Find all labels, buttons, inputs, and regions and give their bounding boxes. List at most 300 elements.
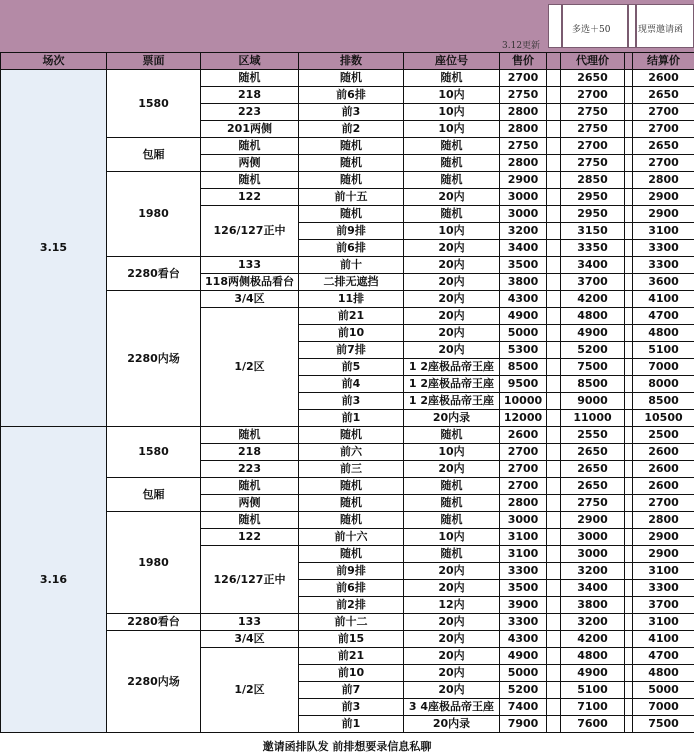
row-cell: 前十五 [299, 189, 404, 206]
seat-cell: 20内 [404, 189, 500, 206]
settle-price-cell: 2800 [633, 512, 694, 529]
agent-price-cell: 2750 [561, 155, 625, 172]
spacer-cell [547, 461, 561, 478]
seat-cell: 20内 [404, 580, 500, 597]
zone-cell: 122 [201, 189, 299, 206]
settle-price-cell: 2600 [633, 70, 694, 87]
header-row [1, 53, 694, 70]
spacer-cell [547, 699, 561, 716]
sale-price-cell: 2600 [500, 427, 547, 444]
sale-price-cell: 4900 [500, 308, 547, 325]
spacer-cell [547, 478, 561, 495]
sale-price-cell: 3400 [500, 240, 547, 257]
seat-cell: 20内 [404, 274, 500, 291]
agent-price-cell: 3200 [561, 563, 625, 580]
zone-cell: 126/127正中 [201, 546, 299, 614]
row-cell: 前15 [299, 631, 404, 648]
zone-cell: 218 [201, 87, 299, 104]
seat-cell: 10内 [404, 121, 500, 138]
spacer-cell [547, 410, 561, 427]
zone-cell: 随机 [201, 172, 299, 189]
spacer-cell [547, 614, 561, 631]
row-cell: 前6排 [299, 580, 404, 597]
spacer-cell [625, 614, 633, 631]
sale-price-cell: 9500 [500, 376, 547, 393]
face-value-cell: 2280看台 [107, 257, 201, 291]
sale-price-cell: 12000 [500, 410, 547, 427]
sale-price-cell: 3800 [500, 274, 547, 291]
spacer-cell [547, 648, 561, 665]
spacer-cell [547, 580, 561, 597]
settle-price-cell: 2700 [633, 155, 694, 172]
sale-price-cell: 7900 [500, 716, 547, 733]
spacer-cell [547, 393, 561, 410]
agent-price-cell: 4800 [561, 308, 625, 325]
agent-price-cell: 2750 [561, 495, 625, 512]
seat-cell: 随机 [404, 206, 500, 223]
header-spacer-cell [625, 53, 633, 70]
face-value-cell: 包厢 [107, 478, 201, 512]
seat-cell: 20内 [404, 325, 500, 342]
zone-cell: 218 [201, 444, 299, 461]
agent-price-cell: 3800 [561, 597, 625, 614]
row-cell: 前十 [299, 257, 404, 274]
row-cell: 前1 [299, 716, 404, 733]
sale-price-cell: 2800 [500, 155, 547, 172]
seat-cell: 20内 [404, 308, 500, 325]
sale-price-cell: 5200 [500, 682, 547, 699]
settle-price-cell: 2600 [633, 478, 694, 495]
table-body [1, 53, 694, 733]
spacer-cell [625, 172, 633, 189]
row-cell: 前3 [299, 104, 404, 121]
seat-cell: 20内 [404, 342, 500, 359]
row-cell: 前2排 [299, 597, 404, 614]
spacer-cell [625, 410, 633, 427]
header-cell: 结算价 [633, 53, 694, 70]
seat-cell: 10内 [404, 104, 500, 121]
invite-note: 现票邀请函 [638, 25, 684, 35]
agent-price-cell: 2850 [561, 172, 625, 189]
zone-cell: 122 [201, 529, 299, 546]
spacer-cell [625, 70, 633, 87]
spacer-cell [625, 308, 633, 325]
agent-price-cell: 2950 [561, 206, 625, 223]
sale-price-cell: 3000 [500, 512, 547, 529]
settle-price-cell: 3100 [633, 563, 694, 580]
sale-price-cell: 2750 [500, 138, 547, 155]
zone-cell: 223 [201, 104, 299, 121]
seat-cell: 20内录 [404, 410, 500, 427]
row-cell: 随机 [299, 172, 404, 189]
spacer-cell [625, 223, 633, 240]
spacer-cell [625, 563, 633, 580]
row-cell: 随机 [299, 155, 404, 172]
zone-cell: 随机 [201, 427, 299, 444]
spacer-cell [625, 257, 633, 274]
seat-cell: 随机 [404, 70, 500, 87]
agent-price-cell: 3400 [561, 580, 625, 597]
header-cell: 座位号 [404, 53, 500, 70]
sale-price-cell: 3000 [500, 206, 547, 223]
spacer-cell [625, 444, 633, 461]
spacer-cell [625, 291, 633, 308]
spacer-cell [625, 274, 633, 291]
seat-cell: 12内 [404, 597, 500, 614]
settle-price-cell: 3100 [633, 614, 694, 631]
spacer-cell [547, 274, 561, 291]
sale-price-cell: 8500 [500, 359, 547, 376]
spacer-cell [547, 206, 561, 223]
zone-cell: 201两侧 [201, 121, 299, 138]
agent-price-cell: 2650 [561, 70, 625, 87]
sale-price-cell: 2750 [500, 87, 547, 104]
settle-price-cell: 10500 [633, 410, 694, 427]
spacer-cell [625, 648, 633, 665]
seat-cell: 20内 [404, 257, 500, 274]
agent-price-cell: 4800 [561, 648, 625, 665]
settle-price-cell: 2900 [633, 529, 694, 546]
row-cell: 前4 [299, 376, 404, 393]
row-cell: 前十六 [299, 529, 404, 546]
spacer-cell [625, 512, 633, 529]
settle-price-cell: 2900 [633, 189, 694, 206]
zone-cell: 两侧 [201, 155, 299, 172]
settle-price-cell: 2500 [633, 427, 694, 444]
spacer-cell [547, 665, 561, 682]
agent-price-cell: 2650 [561, 478, 625, 495]
zone-cell: 随机 [201, 70, 299, 87]
seat-cell: 3 4座极品帝王座 [404, 699, 500, 716]
settle-price-cell: 2600 [633, 461, 694, 478]
settle-price-cell: 7500 [633, 716, 694, 733]
settle-price-cell: 2700 [633, 495, 694, 512]
spacer-cell [547, 172, 561, 189]
banner-blank-cell [548, 4, 562, 48]
agent-price-cell: 3150 [561, 223, 625, 240]
zone-cell: 133 [201, 257, 299, 274]
seat-cell: 20内 [404, 563, 500, 580]
row-cell: 11排 [299, 291, 404, 308]
settle-price-cell: 2600 [633, 444, 694, 461]
zone-cell: 随机 [201, 478, 299, 495]
spacer-cell [625, 716, 633, 733]
agent-price-cell: 5100 [561, 682, 625, 699]
ticket-table [0, 52, 694, 733]
row-cell: 二排无遮挡 [299, 274, 404, 291]
zone-cell: 126/127正中 [201, 206, 299, 257]
spacer-cell [547, 308, 561, 325]
agent-price-cell: 7500 [561, 359, 625, 376]
spacer-cell [547, 682, 561, 699]
row-cell: 前6排 [299, 87, 404, 104]
spacer-cell [547, 104, 561, 121]
header-cell: 区域 [201, 53, 299, 70]
header-cell: 代理价 [561, 53, 625, 70]
zone-cell: 两侧 [201, 495, 299, 512]
row-cell: 前10 [299, 325, 404, 342]
zone-cell: 随机 [201, 512, 299, 529]
seat-cell: 20内 [404, 461, 500, 478]
seat-cell: 10内 [404, 444, 500, 461]
agent-price-cell: 7600 [561, 716, 625, 733]
settle-price-cell: 4700 [633, 648, 694, 665]
zone-cell: 3/4区 [201, 291, 299, 308]
spacer-cell [625, 104, 633, 121]
row-cell: 前10 [299, 665, 404, 682]
settle-price-cell: 2650 [633, 87, 694, 104]
settle-price-cell: 3300 [633, 580, 694, 597]
spacer-cell [625, 597, 633, 614]
agent-price-cell: 3350 [561, 240, 625, 257]
spacer-cell [625, 206, 633, 223]
header-cell: 排数 [299, 53, 404, 70]
agent-price-cell: 2650 [561, 461, 625, 478]
spacer-cell [625, 529, 633, 546]
sale-price-cell: 3300 [500, 563, 547, 580]
spacer-cell [625, 461, 633, 478]
row-cell: 前十二 [299, 614, 404, 631]
spacer-cell [547, 87, 561, 104]
row-cell: 前六 [299, 444, 404, 461]
spacer-cell [625, 87, 633, 104]
ticket-price-table [0, 52, 694, 733]
seat-cell: 随机 [404, 478, 500, 495]
sale-price-cell: 3500 [500, 257, 547, 274]
row-cell: 随机 [299, 206, 404, 223]
row-cell: 前2 [299, 121, 404, 138]
agent-price-cell: 4900 [561, 665, 625, 682]
sale-price-cell: 2800 [500, 121, 547, 138]
sale-price-cell: 5000 [500, 665, 547, 682]
row-cell: 前3 [299, 393, 404, 410]
row-cell: 随机 [299, 427, 404, 444]
spacer-cell [547, 529, 561, 546]
zone-cell: 1/2区 [201, 648, 299, 733]
spacer-cell [625, 699, 633, 716]
banner-blank-cell [628, 4, 636, 48]
agent-price-cell: 2950 [561, 189, 625, 206]
row-cell: 随机 [299, 546, 404, 563]
settle-price-cell: 2650 [633, 138, 694, 155]
settle-price-cell: 8500 [633, 393, 694, 410]
row-cell: 前21 [299, 308, 404, 325]
agent-price-cell: 4200 [561, 631, 625, 648]
sale-price-cell: 3900 [500, 597, 547, 614]
agent-price-cell: 3400 [561, 257, 625, 274]
footer-note: 邀请函排队发 前排想要录信息私聊 [262, 740, 432, 753]
agent-price-cell: 3000 [561, 546, 625, 563]
zone-cell: 118两侧极品看台 [201, 274, 299, 291]
spacer-cell [547, 291, 561, 308]
agent-price-cell: 4200 [561, 291, 625, 308]
spacer-cell [547, 631, 561, 648]
settle-price-cell: 8000 [633, 376, 694, 393]
settle-price-cell: 4100 [633, 631, 694, 648]
row-cell: 随机 [299, 495, 404, 512]
agent-price-cell: 2900 [561, 512, 625, 529]
sale-price-cell: 4300 [500, 631, 547, 648]
sale-price-cell: 4900 [500, 648, 547, 665]
zone-cell: 223 [201, 461, 299, 478]
seat-cell: 1 2座极品帝王座 [404, 359, 500, 376]
seat-cell: 随机 [404, 546, 500, 563]
agent-price-cell: 2750 [561, 121, 625, 138]
row-cell: 前9排 [299, 223, 404, 240]
header-cell: 票面 [107, 53, 201, 70]
face-value-cell: 2280内场 [107, 631, 201, 733]
spacer-cell [547, 427, 561, 444]
spacer-cell [547, 257, 561, 274]
spacer-cell [547, 121, 561, 138]
sale-price-cell: 3000 [500, 189, 547, 206]
seat-cell: 随机 [404, 495, 500, 512]
spacer-cell [547, 138, 561, 155]
spacer-cell [625, 189, 633, 206]
spacer-cell [547, 223, 561, 240]
settle-price-cell: 2700 [633, 104, 694, 121]
settle-price-cell: 5000 [633, 682, 694, 699]
seat-cell: 20内 [404, 291, 500, 308]
settle-price-cell: 4800 [633, 665, 694, 682]
row-cell: 随机 [299, 512, 404, 529]
sale-price-cell: 3200 [500, 223, 547, 240]
zone-cell: 1/2区 [201, 308, 299, 427]
sale-price-cell: 5000 [500, 325, 547, 342]
multi-select-note: 多选＋50 [572, 25, 611, 35]
row-cell: 前三 [299, 461, 404, 478]
header-spacer-cell [547, 53, 561, 70]
spacer-cell [547, 325, 561, 342]
face-value-cell: 1580 [107, 427, 201, 478]
spacer-cell [625, 393, 633, 410]
sale-price-cell: 4300 [500, 291, 547, 308]
settle-price-cell: 2800 [633, 172, 694, 189]
settle-price-cell: 3600 [633, 274, 694, 291]
spacer-cell [547, 512, 561, 529]
seat-cell: 随机 [404, 512, 500, 529]
header-cell: 场次 [1, 53, 107, 70]
settle-price-cell: 2700 [633, 121, 694, 138]
seat-cell: 随机 [404, 138, 500, 155]
seat-cell: 20内 [404, 682, 500, 699]
spacer-cell [625, 359, 633, 376]
face-value-cell: 1980 [107, 172, 201, 257]
row-cell: 前9排 [299, 563, 404, 580]
agent-price-cell: 2550 [561, 427, 625, 444]
sale-price-cell: 3100 [500, 529, 547, 546]
agent-price-cell: 2650 [561, 444, 625, 461]
spacer-cell [625, 240, 633, 257]
spacer-cell [547, 70, 561, 87]
session-date-cell: 3.16 [1, 427, 107, 733]
settle-price-cell: 2900 [633, 546, 694, 563]
spacer-cell [625, 495, 633, 512]
spacer-cell [547, 495, 561, 512]
sale-price-cell: 2800 [500, 495, 547, 512]
seat-cell: 20内 [404, 240, 500, 257]
agent-price-cell: 2750 [561, 104, 625, 121]
sale-price-cell: 2700 [500, 444, 547, 461]
agent-price-cell: 8500 [561, 376, 625, 393]
agent-price-cell: 2700 [561, 87, 625, 104]
agent-price-cell: 11000 [561, 410, 625, 427]
agent-price-cell: 2700 [561, 138, 625, 155]
settle-price-cell: 3300 [633, 240, 694, 257]
spacer-cell [547, 376, 561, 393]
spacer-cell [625, 665, 633, 682]
sale-price-cell: 10000 [500, 393, 547, 410]
sale-price-cell: 7400 [500, 699, 547, 716]
spacer-cell [625, 427, 633, 444]
spacer-cell [625, 325, 633, 342]
agent-price-cell: 3000 [561, 529, 625, 546]
seat-cell: 10内 [404, 529, 500, 546]
seat-cell: 20内 [404, 648, 500, 665]
spacer-cell [625, 121, 633, 138]
spacer-cell [547, 546, 561, 563]
sale-price-cell: 3500 [500, 580, 547, 597]
seat-cell: 20内 [404, 631, 500, 648]
sale-price-cell: 3100 [500, 546, 547, 563]
spacer-cell [625, 631, 633, 648]
sale-price-cell: 2900 [500, 172, 547, 189]
spacer-cell [547, 597, 561, 614]
spacer-cell [547, 342, 561, 359]
seat-cell: 随机 [404, 427, 500, 444]
agent-price-cell: 3700 [561, 274, 625, 291]
row-cell: 前1 [299, 410, 404, 427]
spacer-cell [625, 546, 633, 563]
row-cell: 前7 [299, 682, 404, 699]
face-value-cell: 1980 [107, 512, 201, 614]
sale-price-cell: 2800 [500, 104, 547, 121]
settle-price-cell: 4800 [633, 325, 694, 342]
face-value-cell: 包厢 [107, 138, 201, 172]
title-banner [0, 0, 694, 52]
spacer-cell [547, 155, 561, 172]
settle-price-cell: 2900 [633, 206, 694, 223]
seat-cell: 随机 [404, 172, 500, 189]
spacer-cell [625, 138, 633, 155]
settle-price-cell: 4100 [633, 291, 694, 308]
spacer-cell [625, 478, 633, 495]
spacer-cell [625, 155, 633, 172]
seat-cell: 20内 [404, 665, 500, 682]
seat-cell: 1 2座极品帝王座 [404, 376, 500, 393]
settle-price-cell: 4700 [633, 308, 694, 325]
seat-cell: 1 2座极品帝王座 [404, 393, 500, 410]
seat-cell: 随机 [404, 155, 500, 172]
settle-price-cell: 5100 [633, 342, 694, 359]
row-cell: 前7排 [299, 342, 404, 359]
session-date-cell: 3.15 [1, 70, 107, 427]
update-note: 3.12更新 [502, 41, 541, 51]
agent-price-cell: 4900 [561, 325, 625, 342]
spacer-cell [625, 580, 633, 597]
table-row [1, 427, 694, 444]
face-value-cell: 2280看台 [107, 614, 201, 631]
spacer-cell [625, 342, 633, 359]
header-cell: 售价 [500, 53, 547, 70]
sale-price-cell: 2700 [500, 478, 547, 495]
agent-price-cell: 7100 [561, 699, 625, 716]
spacer-cell [547, 563, 561, 580]
settle-price-cell: 3300 [633, 257, 694, 274]
sale-price-cell: 2700 [500, 70, 547, 87]
row-cell: 前21 [299, 648, 404, 665]
spacer-cell [547, 359, 561, 376]
